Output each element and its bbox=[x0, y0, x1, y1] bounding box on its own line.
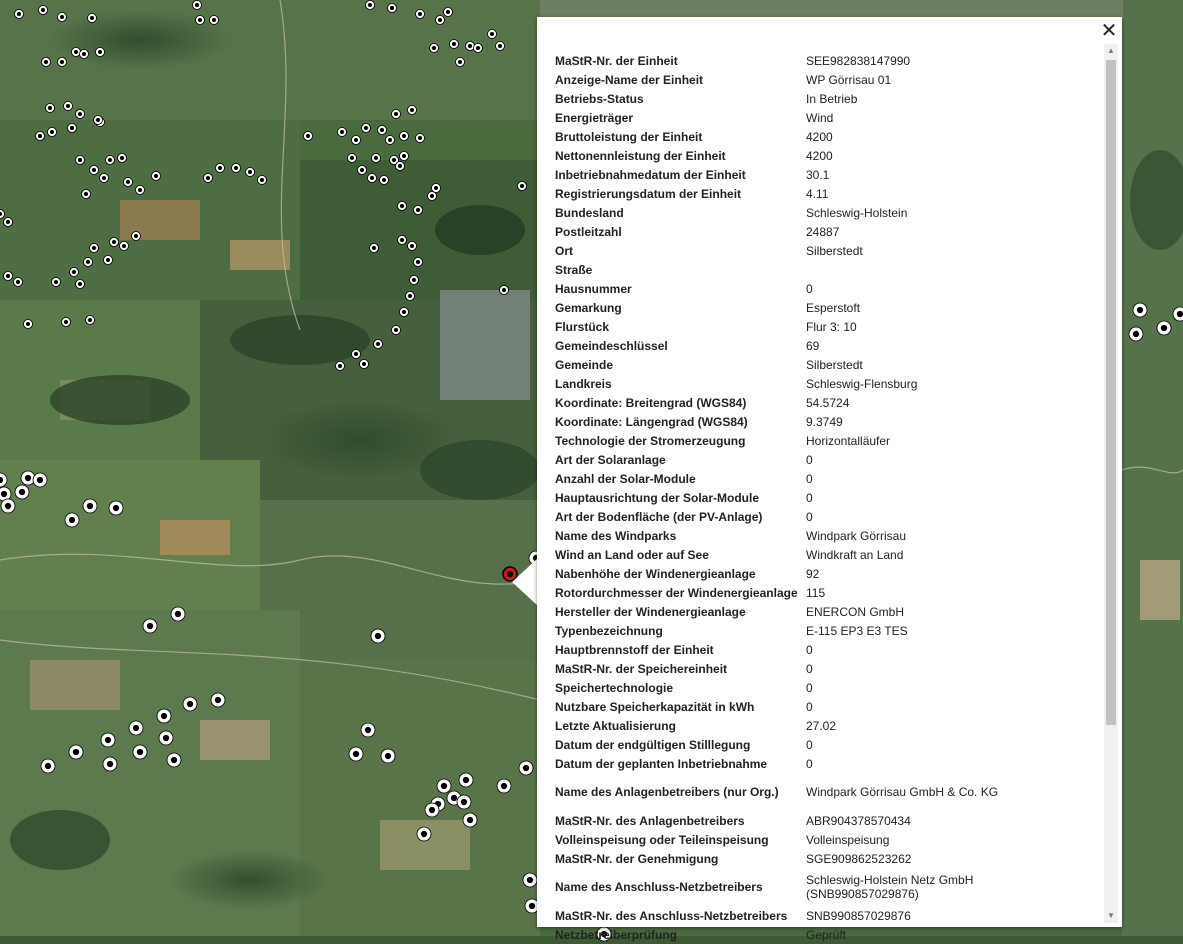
attribute-value: ENERCON GmbH bbox=[806, 604, 905, 619]
attribute-row bbox=[551, 203, 1016, 222]
turbine-marker-dot bbox=[41, 8, 45, 12]
attribute-row bbox=[551, 545, 1016, 564]
turbine-marker-dot bbox=[382, 178, 386, 182]
turbine-marker-dot bbox=[390, 6, 394, 10]
attribute-label: Nutzbare Speicherkapazität in kWh bbox=[555, 699, 755, 714]
turbine-marker-dot bbox=[438, 18, 442, 22]
attribute-row bbox=[551, 849, 1016, 868]
attribute-row bbox=[551, 336, 1016, 355]
attribute-value: 54.5724 bbox=[806, 395, 850, 410]
popup-content[interactable] bbox=[537, 44, 1122, 942]
attribute-value: Schleswig-Holstein Netz GmbH (SNB990857029876) bbox=[806, 873, 974, 901]
attribute-value: 0 bbox=[806, 281, 813, 296]
turbine-marker-dot bbox=[54, 280, 58, 284]
turbine-marker-dot bbox=[353, 751, 359, 757]
attribute-row bbox=[551, 393, 1016, 412]
attribute-label: MaStR-Nr. der Speichereinheit bbox=[555, 661, 728, 676]
attribute-value: 0 bbox=[806, 452, 813, 467]
attribute-value: SNB990857029876 bbox=[806, 908, 911, 923]
turbine-marker-dot bbox=[64, 320, 68, 324]
turbine-marker-dot bbox=[338, 364, 342, 368]
turbine-marker-dot bbox=[502, 288, 506, 292]
attribute-row bbox=[551, 830, 1016, 849]
turbine-marker-dot bbox=[501, 783, 507, 789]
turbine-marker-dot bbox=[86, 260, 90, 264]
attribute-value: SEE982838147990 bbox=[806, 53, 911, 68]
turbine-marker-dot bbox=[385, 753, 391, 759]
turbine-marker-dot bbox=[78, 282, 82, 286]
turbine-marker-dot bbox=[429, 807, 435, 813]
turbine-marker-dot bbox=[106, 258, 110, 262]
turbine-marker-dot bbox=[400, 204, 404, 208]
turbine-marker-dot bbox=[463, 777, 469, 783]
turbine-marker-dot bbox=[218, 166, 222, 170]
attribute-row bbox=[551, 241, 1016, 260]
attribute-label: Hauptbrennstoff der Einheit bbox=[555, 642, 714, 657]
turbine-marker-dot bbox=[92, 168, 96, 172]
turbine-marker-dot bbox=[458, 60, 462, 64]
turbine-marker-dot bbox=[19, 489, 25, 495]
attribute-row bbox=[551, 640, 1016, 659]
attribute-label: Registrierungsdatum der Einheit bbox=[555, 186, 742, 201]
turbine-marker-dot bbox=[50, 130, 54, 134]
attribute-row bbox=[551, 868, 1016, 906]
turbine-marker-dot bbox=[402, 310, 406, 314]
turbine-marker-dot bbox=[82, 52, 86, 56]
turbine-marker-dot bbox=[215, 697, 221, 703]
turbine-marker-dot bbox=[78, 112, 82, 116]
attribute-value: 27.02 bbox=[806, 718, 837, 733]
scrollbar-thumb[interactable] bbox=[1106, 60, 1116, 725]
attribute-label: Art der Solaranlage bbox=[555, 452, 666, 467]
attribute-label: Ort bbox=[555, 243, 573, 258]
turbine-marker-dot bbox=[171, 757, 177, 763]
attribute-row bbox=[551, 184, 1016, 203]
attribute-label: Betriebs-Status bbox=[555, 91, 644, 106]
attribute-value: Windkraft an Land bbox=[806, 547, 904, 562]
attribute-row bbox=[551, 70, 1016, 89]
attribute-row bbox=[551, 317, 1016, 336]
turbine-marker-dot bbox=[195, 3, 199, 7]
attribute-value: Horizontalläufer bbox=[806, 433, 891, 448]
turbine-marker-dot bbox=[490, 32, 494, 36]
attribute-label: Straße bbox=[555, 262, 593, 277]
turbine-marker-dot bbox=[206, 176, 210, 180]
turbine-marker-dot bbox=[260, 178, 264, 182]
attribute-label: Gemeindeschlüssel bbox=[555, 338, 668, 353]
turbine-marker-dot bbox=[102, 176, 106, 180]
turbine-marker-dot bbox=[400, 238, 404, 242]
turbine-marker-dot bbox=[113, 505, 119, 511]
attribute-value: 0 bbox=[806, 699, 813, 714]
turbine-marker-dot bbox=[108, 158, 112, 162]
turbine-marker-dot bbox=[452, 42, 456, 46]
attribute-row bbox=[551, 583, 1016, 602]
close-icon[interactable]: ✕ bbox=[1100, 18, 1118, 42]
turbine-marker-dot bbox=[26, 322, 30, 326]
attribute-row bbox=[551, 51, 1016, 70]
attribute-label: Nabenhöhe der Windenergieanlage bbox=[555, 566, 756, 581]
attribute-label: Hauptausrichtung der Solar-Module bbox=[555, 490, 760, 505]
turbine-marker-dot bbox=[248, 170, 252, 174]
attribute-row bbox=[551, 488, 1016, 507]
attribute-row bbox=[551, 925, 1016, 944]
turbine-marker-dot bbox=[388, 138, 392, 142]
attribute-value: Volleinspeisung bbox=[806, 832, 890, 847]
turbine-marker-dot bbox=[98, 50, 102, 54]
turbine-marker-dot bbox=[364, 126, 368, 130]
attribute-value: Schleswig-Flensburg bbox=[806, 376, 918, 391]
attribute-value: Wind bbox=[806, 110, 834, 125]
turbine-marker-dot bbox=[1, 491, 7, 497]
turbine-marker-dot bbox=[45, 763, 51, 769]
turbine-marker-dot bbox=[134, 234, 138, 238]
turbine-marker-dot bbox=[107, 761, 113, 767]
turbine-marker-dot bbox=[394, 112, 398, 116]
turbine-marker-dot bbox=[6, 274, 10, 278]
attribute-row bbox=[551, 697, 1016, 716]
attribute-label: Gemarkung bbox=[555, 300, 622, 315]
attribute-row bbox=[551, 621, 1016, 640]
turbine-marker-dot bbox=[376, 342, 380, 346]
turbine-marker-dot bbox=[340, 130, 344, 134]
attribute-label: MaStR-Nr. der Einheit bbox=[555, 53, 678, 68]
turbine-marker-dot bbox=[212, 18, 216, 22]
turbine-marker-dot bbox=[70, 126, 74, 130]
turbine-marker-dot bbox=[161, 713, 167, 719]
turbine-marker-dot bbox=[44, 60, 48, 64]
attribute-row bbox=[551, 906, 1016, 925]
attribute-value: 0 bbox=[806, 509, 813, 524]
turbine-marker-dot bbox=[476, 46, 480, 50]
attribute-label: Bruttoleistung der Einheit bbox=[555, 129, 703, 144]
attribute-label: Volleinspeisung oder Teileinspeisung bbox=[555, 832, 769, 847]
turbine-marker-dot bbox=[105, 737, 111, 743]
attribute-value: 115 bbox=[806, 585, 826, 600]
attribute-value: 69 bbox=[806, 338, 820, 353]
turbine-marker-dot bbox=[529, 903, 535, 909]
attribute-label: Name des Windparks bbox=[555, 528, 677, 543]
attribute-label: MaStR-Nr. des Anlagenbetreibers bbox=[555, 813, 745, 828]
attribute-value: 92 bbox=[806, 566, 820, 581]
turbine-marker-dot bbox=[430, 194, 434, 198]
turbine-marker-dot bbox=[88, 318, 92, 322]
attribute-table bbox=[551, 51, 1016, 944]
attribute-row bbox=[551, 412, 1016, 431]
attribute-value: 0 bbox=[806, 471, 813, 486]
turbine-marker-dot bbox=[17, 12, 21, 16]
turbine-marker-dot bbox=[38, 134, 42, 138]
turbine-marker-dot bbox=[446, 10, 450, 14]
turbine-marker-dot bbox=[175, 611, 181, 617]
attribute-value: Windpark Görrisau GmbH & Co. KG bbox=[806, 785, 999, 799]
turbine-marker-dot bbox=[418, 12, 422, 16]
attribute-value: 0 bbox=[806, 680, 813, 695]
turbine-marker-dot bbox=[84, 192, 88, 196]
turbine-marker-dot bbox=[375, 633, 381, 639]
attribute-label: Gemeinde bbox=[555, 357, 614, 372]
attribute-row bbox=[551, 279, 1016, 298]
attribute-value bbox=[806, 260, 1016, 279]
turbine-marker-dot bbox=[434, 186, 438, 190]
attribute-label: Nettonennleistung der Einheit bbox=[555, 148, 726, 163]
attribute-value: Schleswig-Holstein bbox=[806, 205, 908, 220]
attribute-label: Rotordurchmesser der Windenergieanlage bbox=[555, 585, 798, 600]
attribute-row bbox=[551, 431, 1016, 450]
attribute-label: Hausnummer bbox=[555, 281, 632, 296]
turbine-marker-dot bbox=[154, 174, 158, 178]
attribute-row bbox=[551, 811, 1016, 830]
turbine-marker-dot bbox=[368, 3, 372, 7]
attribute-label: MaStR-Nr. der Genehmigung bbox=[555, 851, 719, 866]
attribute-value: 0 bbox=[806, 642, 813, 657]
attribute-row bbox=[551, 146, 1016, 165]
turbine-marker-dot bbox=[402, 134, 406, 138]
attribute-value: 24887 bbox=[806, 224, 840, 239]
attribute-row bbox=[551, 127, 1016, 146]
attribute-value: 0 bbox=[806, 490, 813, 505]
attribute-value: 4200 bbox=[806, 129, 833, 144]
turbine-marker-dot bbox=[6, 220, 10, 224]
turbine-marker-dot bbox=[402, 154, 406, 158]
attribute-value: 4200 bbox=[806, 148, 833, 163]
turbine-marker-dot bbox=[138, 188, 142, 192]
turbine-marker-dot bbox=[461, 799, 467, 805]
attribute-value: 4.11 bbox=[806, 186, 829, 201]
turbine-marker-dot bbox=[370, 176, 374, 180]
attribute-row bbox=[551, 507, 1016, 526]
turbine-marker-dot bbox=[5, 503, 11, 509]
attribute-label: Energieträger bbox=[555, 110, 634, 125]
attribute-value: Windpark Görrisau bbox=[806, 528, 907, 543]
attribute-row bbox=[551, 526, 1016, 545]
attribute-label: Bundesland bbox=[555, 205, 624, 220]
attribute-label: Koordinate: Breitengrad (WGS84) bbox=[555, 395, 747, 410]
attribute-value: 9.3749 bbox=[806, 414, 843, 429]
turbine-marker-dot bbox=[72, 270, 76, 274]
attribute-value: 0 bbox=[806, 756, 813, 771]
attribute-label: Postleitzahl bbox=[555, 224, 622, 239]
turbine-marker-dot bbox=[137, 749, 143, 755]
attribute-row bbox=[551, 165, 1016, 184]
info-popup bbox=[537, 17, 1122, 942]
turbine-marker-dot bbox=[372, 246, 376, 250]
attribute-label: Netzbetreiberprüfung bbox=[555, 927, 678, 942]
attribute-label: Inbetriebnahmedatum der Einheit bbox=[555, 167, 746, 182]
turbine-marker-dot bbox=[120, 156, 124, 160]
turbine-marker-dot bbox=[16, 280, 20, 284]
turbine-marker-dot bbox=[416, 208, 420, 212]
attribute-row bbox=[551, 659, 1016, 678]
turbine-marker-dot bbox=[410, 108, 414, 112]
attribute-value: SGE909862523262 bbox=[806, 851, 912, 866]
attribute-value: WP Görrisau 01 bbox=[806, 72, 892, 87]
attribute-label: Art der Bodenfläche (der PV-Anlage) bbox=[555, 509, 763, 524]
turbine-marker-dot bbox=[25, 475, 31, 481]
turbine-marker-dot bbox=[187, 701, 193, 707]
turbine-marker-dot bbox=[380, 128, 384, 132]
turbine-marker-dot bbox=[234, 166, 238, 170]
attribute-row bbox=[551, 108, 1016, 127]
turbine-marker-dot bbox=[1161, 325, 1167, 331]
turbine-marker-dot bbox=[498, 44, 502, 48]
attribute-label: Typenbezeichnung bbox=[555, 623, 663, 638]
turbine-marker-dot bbox=[451, 795, 457, 801]
turbine-marker-dot bbox=[87, 503, 93, 509]
attribute-row bbox=[551, 298, 1016, 317]
turbine-marker-dot bbox=[520, 184, 524, 188]
attribute-label: Datum der endgültigen Stilllegung bbox=[555, 737, 751, 752]
turbine-marker-dot bbox=[73, 749, 79, 755]
turbine-marker-dot bbox=[306, 134, 310, 138]
turbine-marker-dot bbox=[467, 817, 473, 823]
turbine-marker-dot bbox=[523, 765, 529, 771]
attribute-value: Silberstedt bbox=[806, 357, 863, 372]
attribute-label: Letzte Aktualisierung bbox=[555, 718, 676, 733]
turbine-marker-dot bbox=[1133, 331, 1139, 337]
attribute-label: Flurstück bbox=[555, 319, 610, 334]
turbine-marker-dot bbox=[163, 735, 169, 741]
attribute-row bbox=[551, 374, 1016, 393]
turbine-marker-dot bbox=[394, 328, 398, 332]
turbine-marker-dot bbox=[360, 168, 364, 172]
attribute-value: Geprüft bbox=[806, 927, 847, 942]
turbine-marker-dot bbox=[96, 118, 100, 122]
turbine-marker-dot bbox=[418, 136, 422, 140]
turbine-marker-dot bbox=[1137, 307, 1143, 313]
turbine-marker-dot bbox=[147, 623, 153, 629]
turbine-marker-dot bbox=[133, 725, 139, 731]
turbine-marker-dot bbox=[468, 44, 472, 48]
attribute-row bbox=[551, 564, 1016, 583]
turbine-marker-dot bbox=[78, 158, 82, 162]
turbine-marker-dot bbox=[410, 244, 414, 248]
turbine-marker-dot bbox=[432, 46, 436, 50]
turbine-marker-dot bbox=[416, 260, 420, 264]
turbine-marker-dot bbox=[60, 15, 64, 19]
attribute-row bbox=[551, 469, 1016, 488]
turbine-marker-dot bbox=[48, 106, 52, 110]
turbine-marker-dot bbox=[122, 244, 126, 248]
attribute-value: Flur 3: 10 bbox=[806, 319, 857, 334]
attribute-value: ABR904378570434 bbox=[806, 813, 911, 828]
attribute-row bbox=[551, 450, 1016, 469]
attribute-row bbox=[551, 754, 1016, 773]
attribute-value: 30.1 bbox=[806, 167, 830, 182]
turbine-marker-dot bbox=[198, 18, 202, 22]
turbine-marker-dot bbox=[362, 362, 366, 366]
turbine-marker-dot bbox=[354, 352, 358, 356]
attribute-value: Silberstedt bbox=[806, 243, 863, 258]
turbine-marker-dot bbox=[365, 727, 371, 733]
attribute-row bbox=[551, 222, 1016, 241]
scroll-down-icon[interactable]: ▼ bbox=[1107, 911, 1115, 920]
turbine-marker-dot bbox=[37, 477, 43, 483]
turbine-marker-dot bbox=[92, 246, 96, 250]
attribute-label: Name des Anschluss-Netzbetreibers bbox=[555, 880, 763, 894]
turbine-marker-dot bbox=[90, 16, 94, 20]
turbine-marker-dot bbox=[69, 517, 75, 523]
attribute-row bbox=[551, 89, 1016, 108]
turbine-marker-dot bbox=[398, 164, 402, 168]
attribute-value: E-115 EP3 E3 TES bbox=[806, 623, 908, 638]
popup-scrollbar[interactable] bbox=[1104, 44, 1118, 923]
attribute-row bbox=[551, 355, 1016, 374]
attribute-row bbox=[551, 716, 1016, 735]
attribute-label: MaStR-Nr. des Anschluss-Netzbetreibers bbox=[555, 908, 788, 923]
scroll-up-icon[interactable]: ▲ bbox=[1107, 46, 1115, 55]
turbine-marker-dot bbox=[66, 104, 70, 108]
attribute-label: Wind an Land oder auf See bbox=[555, 547, 709, 562]
turbine-marker-dot bbox=[354, 138, 358, 142]
attribute-value: 0 bbox=[806, 661, 813, 676]
turbine-marker-dot bbox=[60, 60, 64, 64]
attribute-value: In Betrieb bbox=[806, 91, 858, 106]
turbine-marker-dot bbox=[441, 783, 447, 789]
attribute-row bbox=[551, 678, 1016, 697]
turbine-marker-dot bbox=[126, 180, 130, 184]
attribute-value: Esperstoft bbox=[806, 300, 861, 315]
attribute-row bbox=[551, 735, 1016, 754]
turbine-marker-dot bbox=[374, 156, 378, 160]
turbine-marker-dot bbox=[527, 877, 533, 883]
turbine-marker-dot bbox=[112, 240, 116, 244]
turbine-marker-dot bbox=[392, 158, 396, 162]
turbine-marker-dot bbox=[412, 278, 416, 282]
attribute-label: Landkreis bbox=[555, 376, 612, 391]
attribute-row bbox=[551, 773, 1016, 811]
attribute-label: Technologie der Stromerzeugung bbox=[555, 433, 746, 448]
attribute-label: Speichertechnologie bbox=[555, 680, 674, 695]
attribute-label: Datum der geplanten Inbetriebnahme bbox=[555, 756, 768, 771]
attribute-row bbox=[551, 260, 1016, 279]
turbine-marker-dot bbox=[421, 831, 427, 837]
attribute-label: Koordinate: Längengrad (WGS84) bbox=[555, 414, 748, 429]
turbine-marker-dot bbox=[1177, 311, 1183, 317]
turbine-marker-dot bbox=[74, 50, 78, 54]
attribute-row bbox=[551, 602, 1016, 621]
popup-tail bbox=[512, 558, 538, 606]
attribute-label: Anzeige-Name der Einheit bbox=[555, 72, 704, 87]
attribute-label: Anzahl der Solar-Module bbox=[555, 471, 696, 486]
attribute-label: Name des Anlagenbetreibers (nur Org.) bbox=[555, 785, 779, 799]
turbine-marker-dot bbox=[408, 294, 412, 298]
turbine-marker-dot bbox=[350, 156, 354, 160]
attribute-label: Hersteller der Windenergieanlage bbox=[555, 604, 746, 619]
attribute-value: 0 bbox=[806, 737, 813, 752]
